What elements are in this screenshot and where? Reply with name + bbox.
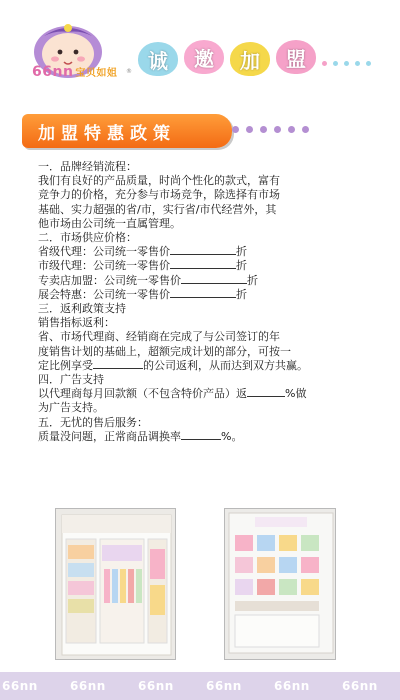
footer-brand-logo: 66nn <box>2 679 38 693</box>
footer-brand-logo: 66nn <box>138 679 174 693</box>
policy-line <box>38 245 378 259</box>
policy-line-text: 竞争力的价格，充分参与市场竞争，除选择有市场 <box>38 188 280 202</box>
policy-line <box>38 430 378 444</box>
policy-line-suffix: 折 <box>236 245 247 259</box>
policy-line-suffix: 折 <box>236 287 247 301</box>
policy-line <box>38 217 378 231</box>
policy-line-text: 我们有良好的产品质量，时尚个性化的款式，富有 <box>38 174 280 188</box>
policy-line-suffix: 折 <box>236 259 247 273</box>
footer-brand-logo: 66nn <box>274 679 310 693</box>
policy-line-text: 度销售计划的基础上，超额完成计划的部分，可按一 <box>38 344 291 358</box>
store-display-photo-right <box>224 508 336 660</box>
policy-line <box>38 330 378 344</box>
join-invitation-heading <box>138 36 318 80</box>
policy-line-text: 质量没问题，正常商品调换率 <box>38 429 181 443</box>
policy-line-text: 展会特惠：公司统一零售价 <box>38 287 170 301</box>
policy-line <box>38 160 378 174</box>
footer-strip <box>0 672 400 700</box>
policy-line <box>38 401 378 415</box>
policy-line <box>38 359 378 373</box>
footer-brand-logo: 66nn <box>206 679 242 693</box>
policy-line <box>38 387 378 401</box>
brand-logo-text: 66nn 宝贝如姐 <box>32 64 118 80</box>
registered-mark: ® <box>126 68 132 75</box>
policy-line <box>38 274 378 288</box>
policy-line <box>38 345 378 359</box>
policy-line-suffix: %做 <box>285 387 307 401</box>
policy-line <box>38 416 378 430</box>
policy-line-text: 一．品牌经销流程： <box>38 160 137 173</box>
policy-line <box>38 373 378 387</box>
section-title: 加盟特惠政策 <box>38 123 176 144</box>
fill-in-blank <box>170 245 236 255</box>
footer-brand-logo: 66nn <box>342 679 378 693</box>
policy-line-text: 他市场由公司统一直属管理。 <box>38 216 181 230</box>
fill-in-blank <box>181 430 221 440</box>
policy-line-text: 基础、实力超强的省/市，实行省/市代经营外，其 <box>38 202 277 216</box>
policy-line-suffix: %。 <box>221 429 243 443</box>
banner-decorative-dots <box>232 126 309 133</box>
policy-line-text: 二．市场供应价格： <box>38 231 137 245</box>
baby-mascot-icon <box>22 22 134 92</box>
brand-logo <box>22 22 134 92</box>
policy-line-text: 专卖店加盟：公司统一零售价 <box>38 273 181 287</box>
footer-brand-logo: 66nn <box>70 679 106 693</box>
section-banner <box>22 114 232 148</box>
policy-line-text: 三．返利政策支持 <box>38 302 126 316</box>
header-decorative-dots <box>322 61 371 66</box>
policy-line-suffix: 的公司返利，从而达到双方共赢。 <box>143 358 308 372</box>
bubble-char-4: 盟 <box>276 40 316 74</box>
policy-line-text: 省级代理：公司统一零售价 <box>38 245 170 259</box>
bubble-char-3: 加 <box>230 42 270 76</box>
bubble-char-1: 诚 <box>138 42 178 76</box>
policy-line <box>38 188 378 202</box>
policy-line <box>38 174 378 188</box>
fill-in-blank <box>170 288 236 298</box>
fill-in-blank <box>170 259 236 269</box>
policy-text <box>38 160 378 444</box>
policy-line <box>38 302 378 316</box>
bubble-char-2: 邀 <box>184 40 224 74</box>
policy-line-suffix: 折 <box>247 273 258 287</box>
policy-line-text: 定比例享受 <box>38 358 93 372</box>
fill-in-blank <box>181 274 247 284</box>
policy-line <box>38 288 378 302</box>
policy-line <box>38 259 378 273</box>
policy-line-text: 以代理商每月回款额（不包含特价产品）返 <box>38 387 247 401</box>
policy-line <box>38 316 378 330</box>
policy-line-text: 销售指标返利： <box>38 316 115 330</box>
policy-line-text: 市级代理：公司统一零售价 <box>38 259 170 273</box>
store-display-photo-left <box>55 508 176 660</box>
policy-line-text: 四．广告支持 <box>38 373 104 387</box>
policy-line-text: 五．无忧的售后服务： <box>38 415 148 429</box>
policy-line <box>38 203 378 217</box>
policy-line-text: 省、市场代理商、经销商在完成了与公司签订的年 <box>38 330 280 344</box>
policy-line-text: 为广告支持。 <box>38 401 104 415</box>
fill-in-blank <box>93 359 143 369</box>
fill-in-blank <box>247 387 285 397</box>
policy-line <box>38 231 378 245</box>
